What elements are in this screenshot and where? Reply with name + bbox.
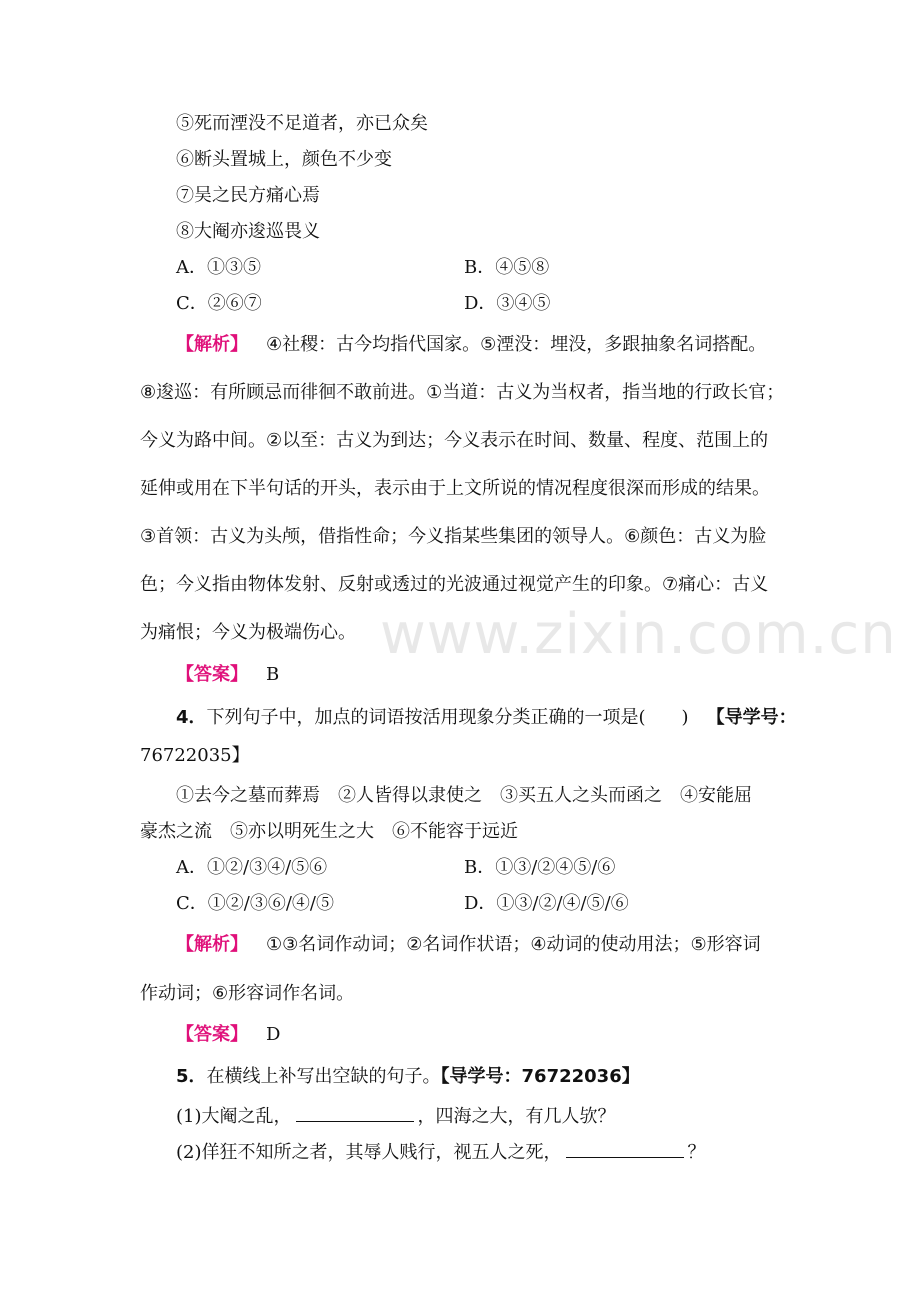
item-text: ，四海之大，有几人欤？ xyxy=(417,1106,616,1127)
q3-choice-b: B．④⑤⑧ xyxy=(464,257,550,278)
q3-analysis-line: 今义为路中间。②以至：古义为到达；今义表示在时间、数量、程度、范围上的 xyxy=(140,430,769,451)
option-6: ⑥断头置城上，颜色不少变 xyxy=(176,149,392,170)
answer-value: D xyxy=(266,1024,281,1045)
q4-items: ①去今之墓而葬焉 ②人皆得以隶使之 ③买五人之头而函之 ④安能屈 xyxy=(176,785,752,806)
q3-analysis-line: 为痛恨；今义为极端伤心。 xyxy=(140,622,356,643)
q3-analysis-line: 延伸或用在下半句话的开头，表示由于上文所说的情况程度很深而形成的结果。 xyxy=(140,478,770,499)
q4-items: 豪杰之流 ⑤亦以明死生之大 ⑥不能容于远近 xyxy=(140,821,518,842)
question-text: 下列句子中，加点的词语按活用现象分类正确的一项是( ) xyxy=(206,707,689,728)
option-7: ⑦吴之民方痛心焉 xyxy=(176,185,320,206)
q3-choice-a: A．①③⑤ xyxy=(176,257,261,278)
q5-item-2 xyxy=(176,1141,706,1165)
analysis-text: ①③名词作动词；②名词作状语；④动词的使动用法；⑤形容词 xyxy=(266,934,761,955)
answer-tag: 【答案】 xyxy=(176,1024,248,1045)
fill-blank[interactable] xyxy=(566,1141,684,1158)
guide-ref: 【导学号： xyxy=(706,707,797,728)
option-8: ⑧大阉亦逡巡畏义 xyxy=(176,221,320,242)
q4-analysis-line xyxy=(176,933,761,957)
q3-analysis-line: ③首领：古义为头颅，借指性命；今义指某些集团的领导人。⑥颜色：古义为脸 xyxy=(140,526,767,547)
q4-choice-a: A．①②/③④/⑤⑥ xyxy=(176,857,328,878)
question-text: 在横线上补写出空缺的句子。 xyxy=(206,1066,441,1087)
question-number: 4． xyxy=(176,707,207,728)
q3-analysis-line: 色；今义指由物体发射、反射或透过的光波通过视觉产生的印象。⑦痛心：古义 xyxy=(140,574,769,595)
q5-stem xyxy=(176,1065,640,1089)
question-number: 5． xyxy=(176,1066,207,1087)
item-text: (2)佯狂不知所之者，其辱人贱行，视五人之死， xyxy=(176,1142,562,1163)
q4-choice-c: C．①②/③⑥/④/⑤ xyxy=(176,893,334,914)
item-text: ？ xyxy=(687,1142,706,1163)
q3-analysis-line xyxy=(176,333,766,357)
watermark: www.zixin.com.cn xyxy=(380,602,897,667)
guide-ref-number: 76722035】 xyxy=(140,745,250,766)
q3-answer xyxy=(176,663,279,687)
q4-answer xyxy=(176,1023,280,1047)
q4-analysis-line: 作动词；⑥形容词作名词。 xyxy=(140,983,355,1004)
guide-ref: 【导学号：76722036】 xyxy=(440,1066,640,1087)
fill-blank[interactable] xyxy=(296,1105,414,1122)
analysis-tag: 【解析】 xyxy=(176,334,248,355)
analysis-text: ④社稷：古今均指代国家。⑤湮没：埋没，多跟抽象名词搭配。 xyxy=(266,334,767,355)
q4-stem xyxy=(176,706,797,730)
q4-choice-d: D．①③/②/④/⑤/⑥ xyxy=(464,893,629,914)
answer-tag: 【答案】 xyxy=(176,664,248,685)
q5-item-1 xyxy=(176,1105,616,1129)
analysis-tag: 【解析】 xyxy=(176,934,248,955)
q3-choice-c: C．②⑥⑦ xyxy=(176,293,262,314)
option-5: ⑤死而湮没不足道者，亦已众矣 xyxy=(176,113,428,134)
q3-analysis-line: ⑧逡巡：有所顾忌而徘徊不敢前进。①当道：古义为当权者，指当地的行政长官； xyxy=(140,382,785,403)
q3-choice-d: D．③④⑤ xyxy=(464,293,551,314)
item-text: (1)大阉之乱， xyxy=(176,1106,292,1127)
q4-choice-b: B．①③/②④⑤/⑥ xyxy=(464,857,616,878)
answer-value: B xyxy=(266,664,280,685)
